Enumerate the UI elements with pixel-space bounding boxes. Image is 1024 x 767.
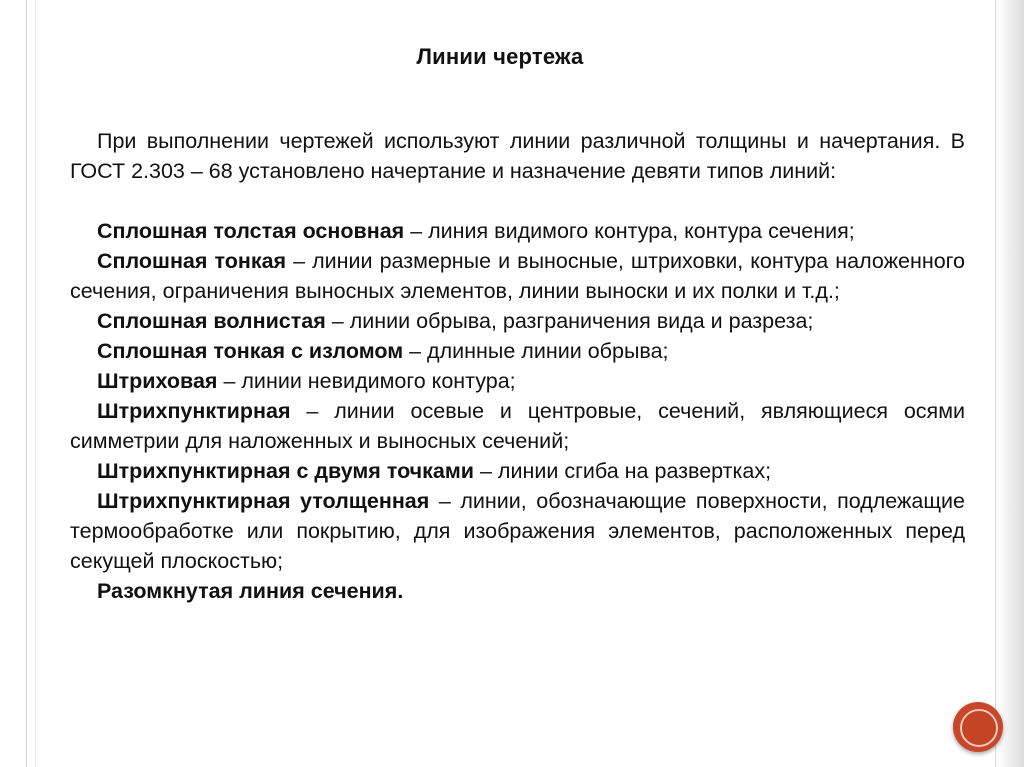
list-item (70, 576, 965, 606)
list-item (70, 306, 965, 336)
slide-content (70, 126, 965, 606)
line-type-term: Сплошная тонкая (97, 249, 287, 273)
line-type-term: Сплошная волнистая (97, 309, 326, 333)
slide-right-shadow (996, 0, 1024, 767)
line-type-description: – линии, обозначающие поверхности, подлежащие термообработке или покрытию, для изображения элементов, расположенных перед секущей плоскостью; (70, 489, 965, 573)
line-type-term: Штриховая (97, 369, 218, 393)
line-type-term: Штрихпунктирная (97, 399, 291, 423)
line-type-description: – линии размерные и выносные, штриховки, контура наложенного сечения, ограничения выносных элементов, линии выноски и их полки и т.д.; (70, 249, 965, 303)
line-type-description: – линии обрыва, разграничения вида и разреза; (325, 309, 814, 333)
line-type-description: – линия видимого контура, контура сечения; (404, 219, 855, 243)
line-types-list (70, 216, 965, 606)
line-type-description: – длинные линии обрыва; (403, 339, 669, 363)
badge-ring (960, 709, 998, 747)
intro-paragraph: При выполнении чертежей используют линии различной толщины и начертания. В ГОСТ 2.303 – 68 установлено начертание и назначение девяти типов линий: (70, 129, 965, 183)
slide-title: Линии чертежа (416, 44, 584, 69)
circle-badge-icon (953, 702, 1003, 752)
line-type-description: – линии сгиба на развертках; (474, 459, 772, 483)
list-item (70, 336, 965, 366)
line-type-term: Сплошная тонкая с изломом (97, 339, 404, 363)
line-type-description: – линии осевые и центровые, сечений, являющиеся осями симметрии для наложенных и выносных сечений; (70, 399, 965, 453)
list-item (70, 396, 965, 456)
line-type-term: Штрихпунктирная утолщенная (97, 489, 430, 513)
list-item (70, 246, 965, 306)
line-type-term: Штрихпунктирная с двумя точками (97, 459, 474, 483)
line-type-term: Разомкнутая линия сечения. (97, 579, 404, 603)
list-item (70, 366, 965, 396)
slide-left-border-inner (35, 0, 36, 767)
list-item (70, 456, 965, 486)
list-item (70, 486, 965, 576)
list-item (70, 216, 965, 246)
slide-left-border (26, 0, 27, 767)
line-type-description: – линии невидимого контура; (217, 369, 516, 393)
line-type-term: Сплошная толстая основная (97, 219, 405, 243)
